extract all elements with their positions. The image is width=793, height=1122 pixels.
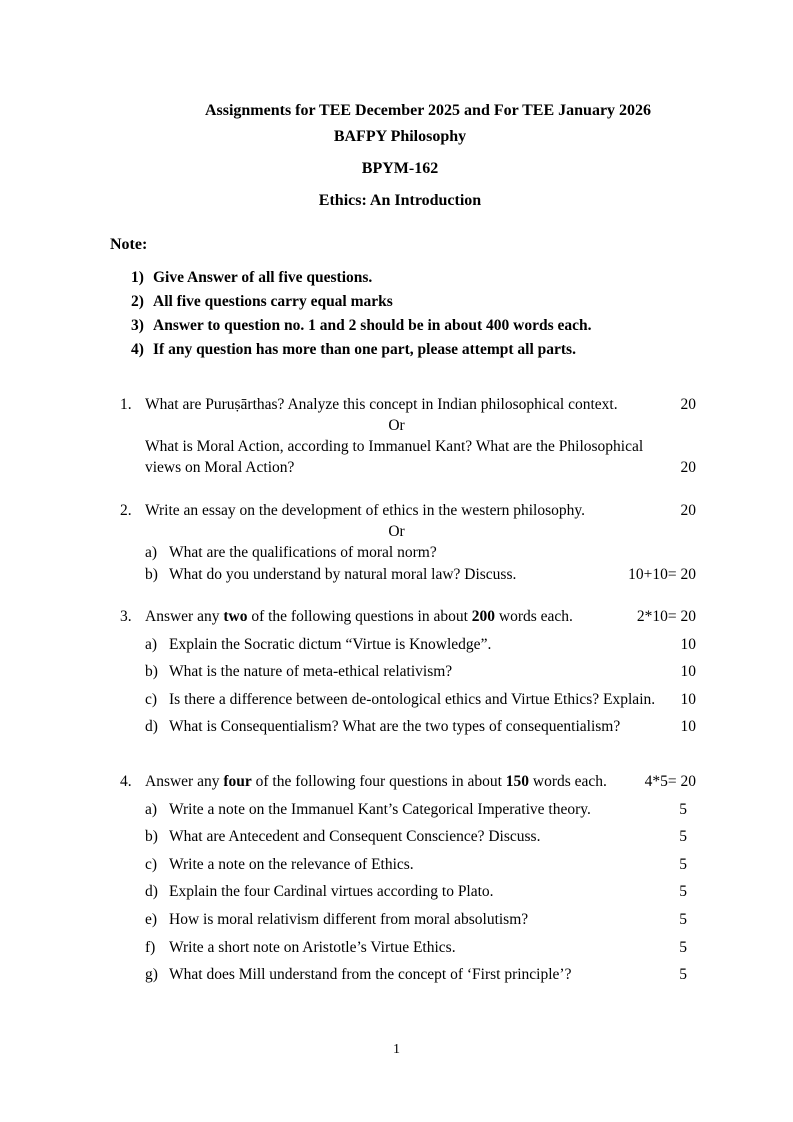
question-number: 4. [120, 773, 132, 790]
subpart-text: Is there a difference between de-ontological ethics and Virtue Ethics? Explain. [169, 691, 656, 708]
note-label: Note: [110, 236, 148, 253]
question-marks: 4*5= 20 [644, 773, 696, 790]
subpart-label: a) [145, 636, 158, 653]
subpart-marks: 5 [679, 856, 687, 873]
question-text: Answer any two of the following questions in about 200 words each. [145, 608, 573, 625]
subpart-text: What are the qualifications of moral norm? [169, 544, 437, 561]
course-title: Ethics: An Introduction [318, 192, 482, 209]
note-item-text: If any question has more than one part, please attempt all parts. [153, 341, 576, 358]
subpart-label: a) [145, 544, 158, 561]
subpart-text: What is the nature of meta-ethical relativism? [169, 663, 453, 680]
subpart-marks: 5 [679, 911, 687, 928]
programme-title: BAFPY Philosophy [333, 128, 467, 145]
question-marks: 20 [680, 459, 696, 476]
subpart-marks: 5 [679, 939, 687, 956]
subpart-label: f) [145, 939, 156, 956]
subpart-marks: 5 [679, 801, 687, 818]
subpart-text: Write a note on the Immanuel Kant’s Categorical Imperative theory. [169, 801, 591, 818]
subpart-marks: 5 [679, 828, 687, 845]
question-text: views on Moral Action? [145, 459, 295, 476]
subpart-text: How is moral relativism different from moral absolutism? [169, 911, 529, 928]
note-item-number: 3) [131, 317, 144, 334]
question-text: What is Moral Action, according to Immanuel Kant? What are the Philosophical [145, 438, 644, 455]
course-code: BPYM-162 [361, 160, 439, 177]
subpart-label: b) [145, 566, 158, 583]
subpart-text: Write a note on the relevance of Ethics. [169, 856, 414, 873]
question-text: Write an essay on the development of ethics in the western philosophy. [145, 502, 586, 519]
question-marks: 10+10= 20 [628, 566, 696, 583]
or-separator: Or [388, 523, 405, 540]
or-separator: Or [388, 417, 405, 434]
subpart-text: Explain the Socratic dictum “Virtue is Knowledge”. [169, 636, 492, 653]
question-marks: 20 [680, 396, 696, 413]
question-number: 1. [120, 396, 132, 413]
subpart-text: What is Consequentialism? What are the two types of consequentialism? [169, 718, 621, 735]
subpart-marks: 5 [679, 883, 687, 900]
subpart-text: Write a short note on Aristotle’s Virtue Ethics. [169, 939, 456, 956]
subpart-label: d) [145, 718, 158, 735]
note-item-text: Give Answer of all five questions. [153, 269, 373, 286]
question-marks: 2*10= 20 [636, 608, 696, 625]
subpart-label: b) [145, 663, 158, 680]
subpart-label: g) [145, 966, 158, 983]
question-number: 2. [120, 502, 132, 519]
note-item-text: All five questions carry equal marks [153, 293, 393, 310]
question-marks: 20 [680, 502, 696, 519]
subpart-text: What do you understand by natural moral law? Discuss. [169, 566, 517, 583]
question-text: Answer any four of the following four questions in about 150 words each. [145, 773, 607, 790]
subpart-marks: 5 [679, 966, 687, 983]
assignment-title: Assignments for TEE December 2025 and For TEE January 2026 [204, 102, 652, 119]
subpart-label: e) [145, 911, 158, 928]
subpart-label: b) [145, 828, 158, 845]
subpart-label: a) [145, 801, 158, 818]
note-item-text: Answer to question no. 1 and 2 should be in about 400 words each. [153, 317, 592, 334]
question-number: 3. [120, 608, 132, 625]
subpart-label: d) [145, 883, 158, 900]
question-text: What are Puruṣārthas? Analyze this concept in Indian philosophical context. [145, 396, 618, 413]
subpart-label: c) [145, 691, 158, 708]
subpart-text: What are Antecedent and Consequent Conscience? Discuss. [169, 828, 541, 845]
page-number: 1 [393, 1042, 400, 1057]
subpart-marks: 10 [680, 663, 696, 680]
subpart-marks: 10 [680, 636, 696, 653]
subpart-marks: 10 [680, 691, 696, 708]
subpart-text: Explain the four Cardinal virtues according to Plato. [169, 883, 494, 900]
note-item-number: 4) [131, 341, 144, 358]
subpart-marks: 10 [680, 718, 696, 735]
subpart-label: c) [145, 856, 158, 873]
note-item-number: 1) [131, 269, 144, 286]
subpart-text: What does Mill understand from the concept of ‘First principle’? [169, 966, 572, 983]
note-item-number: 2) [131, 293, 144, 310]
